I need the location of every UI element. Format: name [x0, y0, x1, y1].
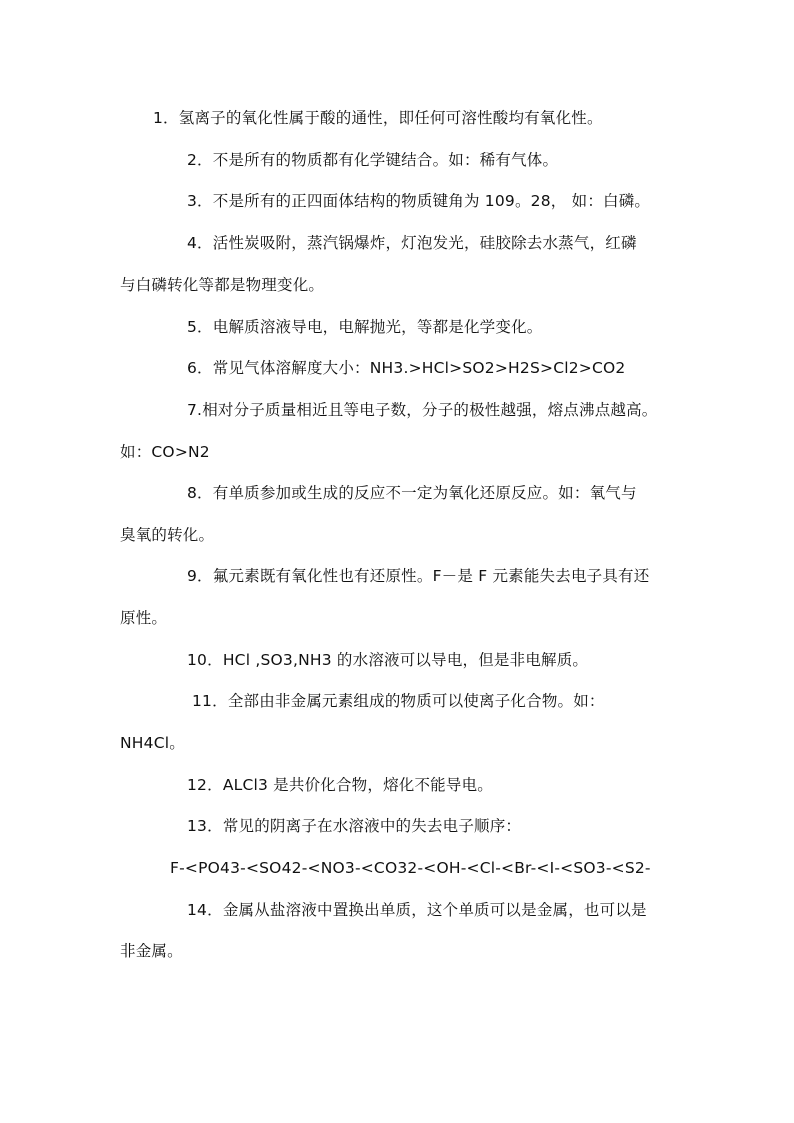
text-line-13: 原性。: [120, 609, 168, 627]
text-line-9: 如：CO>N2: [120, 443, 210, 461]
text-line-10: 8．有单质参加或生成的反应不一定为氧化还原反应。如：氧气与: [187, 484, 637, 502]
text-line-21: 非金属。: [120, 942, 183, 960]
text-line-6: 5．电解质溶液导电，电解抛光，等都是化学变化。: [187, 318, 543, 336]
text-line-3: 3．不是所有的正四面体结构的物质键角为 109。28， 如：白磷。: [187, 192, 651, 210]
text-line-5: 与白磷转化等都是物理变化。: [120, 276, 325, 294]
text-line-19: F-<PO43-<SO42-<NO3-<CO32-<OH-<Cl-<Br-<I-<SO3-<S2-: [170, 859, 651, 877]
text-line-14: 10．HCl ,SO3,NH3 的水溶液可以导电，但是非电解质。: [187, 651, 589, 669]
text-line-16: NH4Cl。: [120, 734, 185, 752]
text-line-7: 6．常见气体溶解度大小：NH3.>HCl>SO2>H2S>Cl2>CO2: [187, 359, 626, 377]
text-line-20: 14．金属从盐溶液中置换出单质，这个单质可以是金属，也可以是: [187, 901, 647, 919]
text-line-12: 9．氟元素既有氧化性也有还原性。F－是 F 元素能失去电子具有还: [187, 567, 650, 585]
text-line-11: 臭氧的转化。: [120, 526, 215, 544]
text-line-18: 13．常见的阴离子在水溶液中的失去电子顺序：: [187, 817, 522, 835]
text-line-15: 11．全部由非金属元素组成的物质可以使离子化合物。如：: [192, 692, 605, 710]
text-line-1: 1．氢离子的氧化性属于酸的通性，即任何可溶性酸均有氧化性。: [153, 109, 603, 127]
text-line-17: 12．ALCl3 是共价化合物，熔化不能导电。: [187, 776, 493, 794]
text-line-2: 2．不是所有的物质都有化学键结合。如：稀有气体。: [187, 151, 559, 169]
text-line-8: 7.相对分子质量相近且等电子数，分子的极性越强，熔点沸点越高。: [187, 401, 658, 419]
text-line-4: 4．活性炭吸附，蒸汽锅爆炸，灯泡发光，硅胶除去水蒸气，红磷: [187, 234, 637, 252]
